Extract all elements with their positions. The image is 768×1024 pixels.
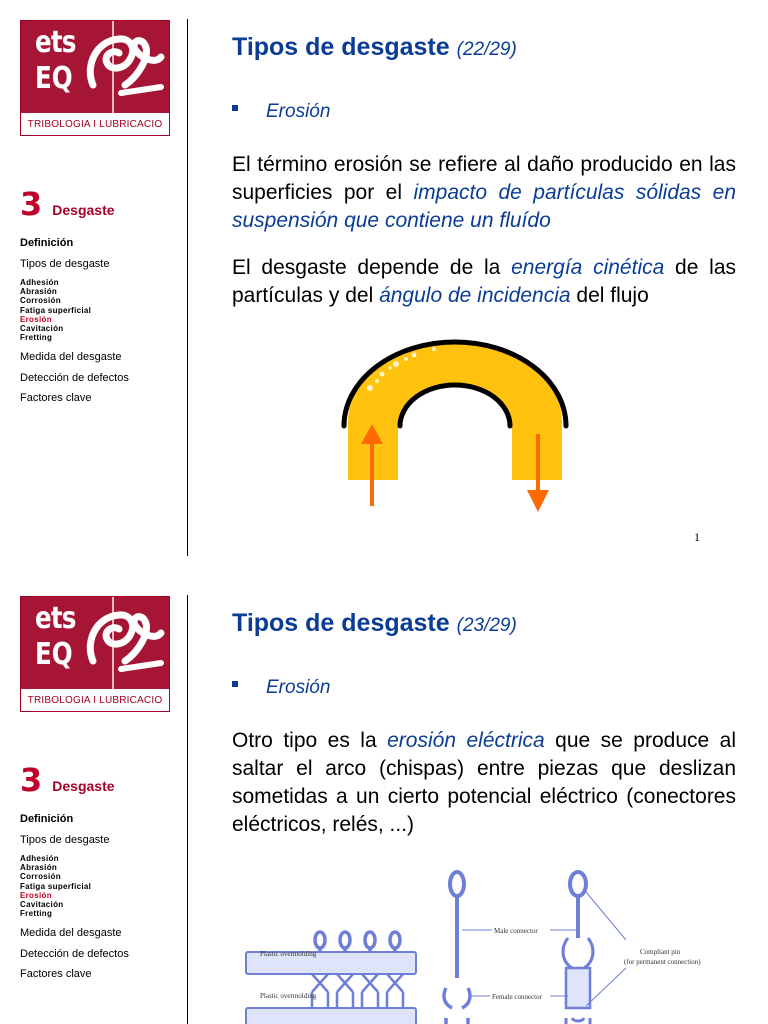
sidebar-item-deteccion[interactable]: Detección de defectos [20,371,129,384]
logo-swirl-icon [81,603,167,683]
sidebar-item-factores[interactable]: Factores clave [20,392,92,405]
sidebar-subitem-fretting[interactable]: Fretting [20,909,53,919]
logo-caption: TRIBOLOGIA I LUBRICACIO [27,695,163,706]
sidebar-subitem-adhesion[interactable]: Adhesión [20,854,59,863]
bullet-text: Erosión [266,101,331,122]
female-connector-icon [444,988,470,1024]
etseq-logo [20,596,170,712]
sidebar-subitem-abrasion[interactable]: Abrasión [20,863,58,873]
sidebar-item-factores[interactable]: Factores clave [20,968,92,981]
sidebar-menu [20,233,129,409]
sidebar-subitem-corrosion[interactable]: Corrosión [20,296,61,306]
paragraph-1 [232,727,736,839]
sidebar-subitem-corrosion[interactable]: Corrosión [20,872,61,882]
logo-eq-text: EQ [35,61,73,96]
label-compliant-sub: (for permanent connection) [624,958,701,966]
electrical-connector-diagram [232,868,742,1024]
sidebar-subitem-fatiga[interactable]: Fatiga superficial [20,881,92,891]
sidebar-item-medida[interactable]: Medida del desgaste [20,927,122,940]
p1-emphasis: impacto de partículas sólidas en suspensión que contiene un fluído [232,181,737,232]
plastic-overmolding-bottom [246,1008,416,1024]
sidebar-subitem-cavitacion[interactable]: Cavitación [20,324,64,334]
paragraph-2 [232,254,736,310]
slide-title [232,33,517,62]
square-bullet-icon [232,681,238,687]
sidebar-subitem-abrasion[interactable]: Abrasión [20,287,58,297]
sidebar-subitem-adhesion[interactable]: Adhesión [20,278,59,287]
paragraph-1 [232,151,736,235]
p2-text-b: de las partículas y del [232,256,736,307]
slide-range: (22/29) [456,39,517,60]
logo-eq-text: EQ [35,637,73,672]
pipe-bend-diagram [330,336,580,516]
p2-emphasis-2: ángulo de incidencia [379,284,571,307]
sidebar-subitem-fatiga[interactable]: Fatiga superficial [20,305,92,315]
chapter-title: Desgaste [52,778,115,794]
divider [187,19,188,556]
label-plastic-1: Plastic overmolding [260,950,317,958]
square-bullet-icon [232,105,238,111]
p2-text-a: El desgaste depende de la [232,256,512,279]
p2-text-c: del flujo [570,284,649,307]
sidebar-item-deteccion[interactable]: Detección de defectos [20,947,129,960]
p2-emphasis-1: energía cinética [511,256,665,279]
sidebar-item-definicion[interactable]: Definición [20,813,74,825]
slide-title-text: Tipos de desgaste [232,33,450,61]
bullet-erosion [232,677,330,699]
logo-ets-text: ets [35,601,76,636]
chapter-number: 3 [20,761,43,799]
logo-ets-text: ets [35,25,76,60]
sidebar-subitem-erosion[interactable]: Erosión [20,890,52,900]
male-pin-icon [450,872,464,896]
etseq-logo [20,20,170,136]
label-plastic-2: Plastic overmolding [260,992,317,1000]
logo-swirl-icon [81,27,167,107]
bullet-text: Erosión [266,677,331,698]
p1-emphasis: erosión eléctrica [387,729,545,752]
page-number: 1 [694,530,700,544]
sidebar-item-tipos[interactable]: Tipos de desgaste [20,833,110,846]
p1-text-a: Otro tipo es la [232,729,388,752]
chapter-heading [20,761,115,799]
logo-caption: TRIBOLOGIA I LUBRICACIO [27,119,163,130]
divider [187,595,188,1024]
sidebar-subitem-erosion[interactable]: Erosión [20,314,52,324]
p1-text-b: que se produce al saltar el arco (chispas) entre piezas que deslizan sometidas a un cierto potencial eléctrico (conectores eléctricos, relés, ...) [232,729,737,836]
sidebar-item-definicion[interactable]: Definición [20,237,74,249]
label-female-connector: Female connector [492,993,542,1001]
sidebar-subitem-fretting[interactable]: Fretting [20,333,53,343]
sidebar-item-tipos[interactable]: Tipos de desgaste [20,257,110,270]
sidebar-menu [20,809,129,985]
p1-text: El término erosión se refiere al daño producido en las superficies por el [232,153,736,204]
slide-range: (23/29) [456,615,517,636]
label-compliant-pin: Compliant pin [640,948,681,956]
compliant-pin-icon [570,872,586,896]
slide-title-text: Tipos de desgaste [232,609,450,637]
chapter-title: Desgaste [52,202,115,218]
label-male-connector: Male connector [494,927,538,935]
bullet-erosion [232,101,330,123]
sidebar-subitem-cavitacion[interactable]: Cavitación [20,900,64,910]
chapter-heading [20,185,115,223]
chapter-number: 3 [20,185,43,223]
sidebar-item-medida[interactable]: Medida del desgaste [20,351,122,364]
slide-title [232,609,517,638]
